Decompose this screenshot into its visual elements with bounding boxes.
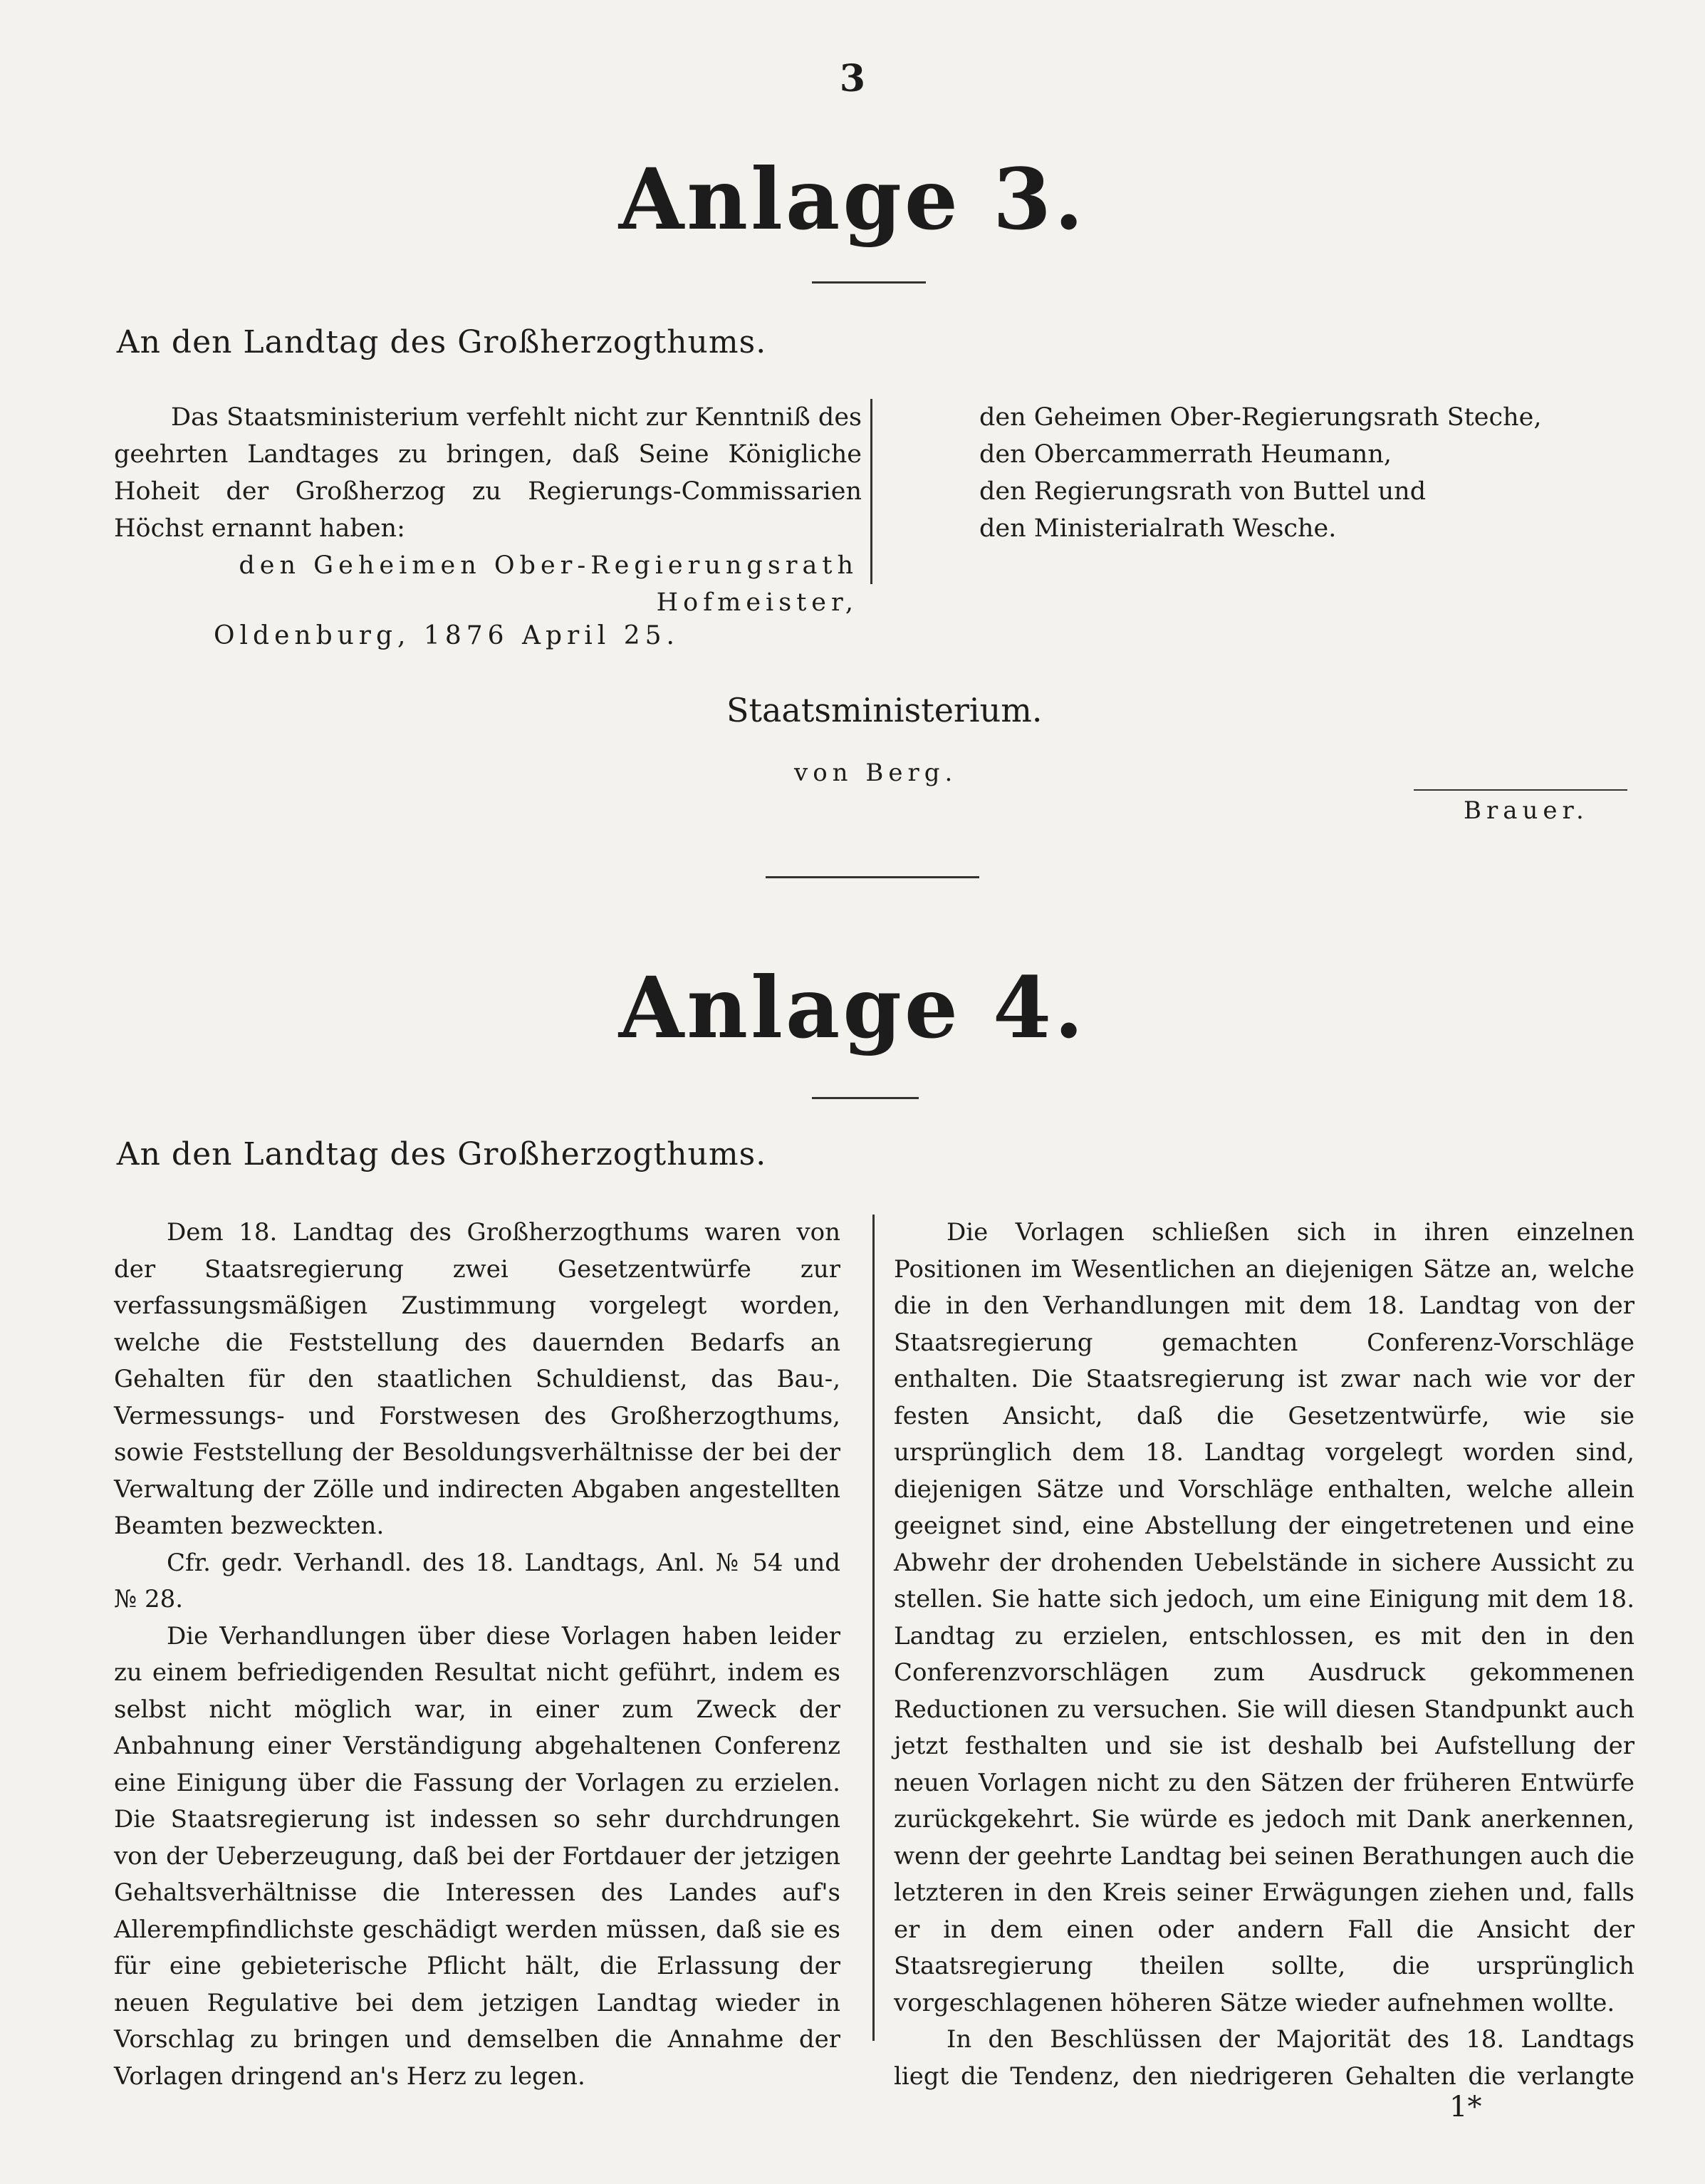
anlage-3-addressee: An den Landtag des Großherzogthums. <box>116 324 767 360</box>
anlage-3-names-right <box>979 399 1620 547</box>
heading-divider <box>812 281 926 284</box>
commissioner-name: den Regierungsrath von Buttel und <box>979 477 1427 506</box>
anlage-3-heading: Anlage 3. <box>618 150 1087 249</box>
paragraph: Die Verhandlungen über diese Vorlagen haben leider zu einem befriedigenden Resultat nicht geführt, indem es selbst nicht möglich war, in einer zum Zweck der Anbahnung einer Verständigung abgehaltenen Conferenz eine Einigung über die Fassung der Vorlagen zu erzielen. Die Staatsregierung ist indessen so sehr durchdrungen von der Ueberzeugung, daß bei der Fortdauer der jetzigen Gehaltsverhältnisse die Interessen des Landes auf's Allerempfindlichste geschädigt werden müssen, daß sie es für eine gebieterische Pflicht hält, die Erlassung der neuen Regulative bei dem jetzigen Landtag wieder in Vorschlag zu bringen und demselben die Annahme der Vorlagen dringend an's Herz zu legen. <box>114 1621 840 2091</box>
anlage-4-left-column <box>114 1215 840 2095</box>
page-number: 3 <box>839 57 866 100</box>
commissioner-name: den Geheimen Ober-Regierungsrath Hofmeister, <box>239 551 858 617</box>
anlage-3-names-left <box>203 547 858 621</box>
column-divider <box>870 399 872 584</box>
sheet-signature: 1* <box>1449 2091 1482 2123</box>
commissioner-name: den Geheimen Ober-Regierungsrath Steche, <box>979 403 1542 432</box>
signatory-von-berg: von Berg. <box>794 759 958 787</box>
paragraph: In den Beschlüssen der Majorität des 18. Landtags liegt die Tendenz, den niedrigeren Gehalten die verlangte <box>894 2025 1634 2091</box>
anlage-4-right-column <box>894 1215 1634 2095</box>
anlage-3-body-text: Das Staatsministerium verfehlt nicht zur Kenntniß des geehrten Landtages zu bringen, daß Seine Königliche Hoheit der Großherzog zu Regierungs-Commissarien Höchst ernannt haben: <box>114 403 862 543</box>
paragraph-reference: Cfr. gedr. Verhandl. des 18. Landtags, Anl. № 54 und № 28. <box>114 1548 840 1613</box>
paragraph: Die Vorlagen schließen sich in ihren einzelnen Positionen im Wesentlichen an diejenigen Sätze an, welche die in den Verhandlungen mit dem 18. Landtag von der Staatsregierung gemachten Conferenz-Vorschläge enthalten. Die Staatsregierung ist zwar nach wie vor der festen Ansicht, daß die Gesetzentwürfe, wie sie ursprünglich dem 18. Landtag vorgelegt worden sind, diejenigen Sätze und Vorschläge enthalten, welche allein geeignet sind, eine Abstellung der eingetretenen und eine Abwehr der drohenden Uebelstände in sichere Aussicht zu stellen. Sie hatte sich jedoch, um eine Einigung mit dem 18. Landtag zu erzielen, entschlossen, es mit den in den Conferenzvorschlägen zum Ausdruck gekommenen Reductionen zu versuchen. Sie will diesen Standpunkt auch jetzt festhalten und sie ist deshalb bei Aufstellung der neuen Vorlagen nicht zu den Sätzen der früheren Entwürfe zurückgekehrt. Sie würde es jedoch mit Dank anerkennen, wenn der geehrte Landtag bei seinen Berathungen auch die letzteren in den Kreis seiner Erwägungen ziehen und, falls er in dem einen oder andern Fall die Ansicht der Staatsregierung theilen sollte, die ursprünglich vorgeschlagenen höheren Sätze wieder aufnehmen wollte. <box>894 1218 1634 2017</box>
paragraph: Dem 18. Landtag des Großherzogthums waren von der Staatsregierung zwei Gesetzentwürfe zur verfassungsmäßigen Zustimmung vorgelegt worden, welche die Feststellung des dauernden Bedarfs an Gehalten für den staatlichen Schuldienst, das Bau-, Vermessungs- und Forstwesen des Großherzogthums, sowie Feststellung der Besoldungsverhältnisse der bei der Verwaltung der Zölle und indirecten Abgaben angestellten Beamten bezweckten. <box>114 1218 840 1540</box>
anlage-4-addressee: An den Landtag des Großherzogthums. <box>116 1136 767 1172</box>
authority-name: Staatsministerium. <box>726 691 1043 729</box>
heading-divider <box>812 1097 919 1099</box>
section-divider <box>766 876 979 878</box>
column-divider <box>872 1215 875 2041</box>
signature-line <box>1414 789 1627 791</box>
place-date: Oldenburg, 1876 April 25. <box>214 621 679 650</box>
anlage-3-body <box>114 399 862 547</box>
anlage-4-heading: Anlage 4. <box>618 958 1087 1057</box>
signatory-brauer: Brauer. <box>1464 796 1589 825</box>
commissioner-name: den Obercammerrath Heumann, <box>979 440 1392 469</box>
commissioner-name: den Ministerialrath Wesche. <box>979 514 1337 543</box>
